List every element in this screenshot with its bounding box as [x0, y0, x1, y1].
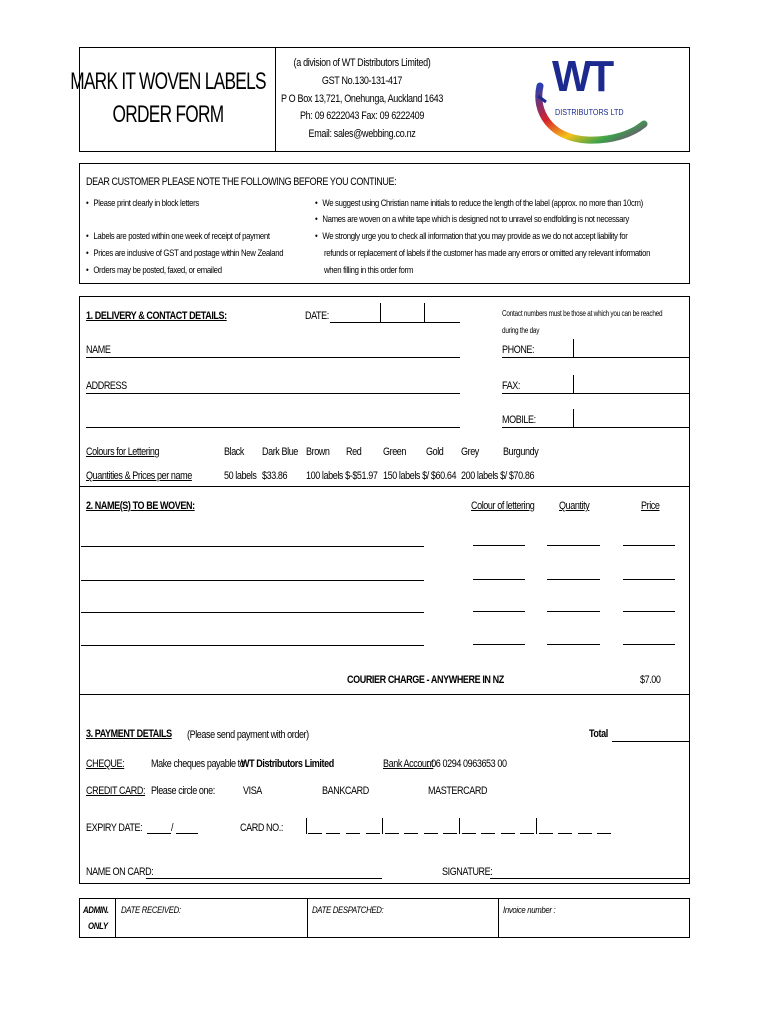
courier-charge-price: $7.00	[640, 674, 661, 686]
colours-label: Colours for Lettering	[86, 446, 160, 458]
price-option: 150 labels $/ $60.64	[383, 470, 457, 482]
notice-item: • Orders may be posted, faxed, or emailed	[86, 265, 222, 276]
colour-field-4[interactable]	[473, 644, 525, 645]
cheque-text: Make cheques payable to	[151, 758, 245, 770]
payment-heading: 3. PAYMENT DETAILS	[86, 728, 172, 740]
name-line-2[interactable]	[81, 580, 424, 581]
expiry-date-label: EXPIRY DATE:	[86, 822, 143, 834]
notice-item: • We strongly urge you to check all information that you may provide as we do not accept liability for	[315, 231, 628, 242]
total-field[interactable]	[612, 741, 689, 742]
circle-one-text: Please circle one:	[151, 785, 215, 797]
notice-item: • Labels are posted within one week of receipt of payment	[86, 231, 270, 242]
logo-subtitle: DISTRIBUTORS LTD	[555, 108, 624, 117]
notice-item: • Names are woven on a white tape which is designed not to unravel so endfolding is not necessary	[315, 214, 629, 225]
delivery-heading: 1. DELIVERY & CONTACT DETAILS:	[86, 310, 227, 322]
section-divider	[79, 694, 690, 695]
card-option-bankcard[interactable]: BANKCARD	[322, 785, 369, 797]
names-heading: 2. NAME(S) TO BE WOVEN:	[86, 500, 195, 512]
notice-item-cont: refunds or replacement of labels if the customer has made any errors or omitted any relevant information	[324, 248, 651, 259]
colour-option: Dark Blue	[262, 446, 298, 458]
bank-account-label: Bank Account	[383, 758, 434, 770]
card-number-label: CARD NO.:	[240, 822, 283, 834]
address-field-2[interactable]	[86, 427, 460, 428]
admin-label: ADMIN.	[83, 905, 109, 916]
price-field-4[interactable]	[623, 644, 675, 645]
notice-item: • We suggest using Christian name initials to reduce the length of the label (approx. no more than 10cm)	[315, 198, 643, 209]
price-option: 200 labels $/ $70.86	[461, 470, 535, 482]
card-number-field[interactable]	[306, 818, 612, 834]
colour-option: Brown	[306, 446, 330, 458]
quantity-field-1[interactable]	[547, 545, 600, 546]
expiry-year-field[interactable]	[176, 833, 198, 834]
notice-item-cont: when filling in this order form	[324, 265, 413, 276]
email-address: Email: sales@webbing.co.nz	[308, 128, 416, 140]
fax-field[interactable]	[502, 393, 690, 394]
name-on-card-label: NAME ON CARD:	[86, 866, 154, 878]
expiry-month-field[interactable]	[147, 833, 171, 834]
card-option-visa[interactable]: VISA	[243, 785, 262, 797]
send-payment-note: (Please send payment with order)	[187, 729, 309, 741]
name-line-1[interactable]	[81, 546, 424, 547]
date-despatched-label: DATE DESPATCHED:	[312, 905, 384, 916]
name-on-card-field[interactable]	[146, 878, 382, 879]
colour-option: Grey	[461, 446, 479, 458]
date-received-label: DATE RECEIVED:	[121, 905, 181, 916]
date-field[interactable]	[330, 322, 460, 323]
signature-field[interactable]	[490, 878, 690, 879]
col-price-header: Price	[641, 500, 660, 512]
quantity-field-3[interactable]	[547, 611, 600, 612]
notice-item: • Please print clearly in block letters	[86, 198, 199, 209]
col-colour-header: Colour of lettering	[471, 500, 535, 512]
gst-number: GST No.130-131-417	[321, 75, 403, 87]
price-option: 50 labels	[224, 470, 257, 482]
admin-label: ONLY	[88, 921, 108, 932]
colour-field-3[interactable]	[473, 611, 525, 612]
colour-field-1[interactable]	[473, 545, 525, 546]
price-option: $33.86	[262, 470, 288, 482]
phone-field[interactable]	[502, 357, 690, 358]
form-title-line2: ORDER FORM	[112, 101, 224, 128]
cheque-payee: WT Distributors Limited	[241, 758, 334, 770]
admin-box	[79, 898, 690, 938]
price-field-1[interactable]	[623, 545, 675, 546]
address-field-1[interactable]	[86, 393, 460, 394]
expiry-slash: /	[171, 822, 174, 834]
name-label: NAME	[86, 344, 111, 356]
mobile-field[interactable]	[502, 427, 690, 428]
phone-label: PHONE:	[502, 344, 535, 356]
price-field-3[interactable]	[623, 611, 675, 612]
colour-option: Black	[224, 446, 245, 458]
signature-label: SIGNATURE:	[442, 866, 493, 878]
name-line-4[interactable]	[81, 645, 424, 646]
notice-item: • Prices are inclusive of GST and postage within New Zealand	[86, 248, 283, 259]
colour-field-2[interactable]	[473, 579, 525, 580]
name-field[interactable]	[86, 357, 460, 358]
col-quantity-header: Quantity	[559, 500, 590, 512]
section-divider	[79, 486, 690, 487]
notice-heading: DEAR CUSTOMER PLEASE NOTE THE FOLLOWING BEFORE YOU CONTINUE:	[86, 176, 397, 188]
quantity-field-4[interactable]	[547, 644, 600, 645]
prices-label: Quantities & Prices per name	[86, 470, 192, 482]
contact-note: during the day	[502, 326, 540, 335]
company-division: (a division of WT Distributors Limited)	[293, 57, 431, 69]
name-line-3[interactable]	[81, 612, 424, 613]
price-field-2[interactable]	[623, 579, 675, 580]
colour-option: Green	[383, 446, 407, 458]
invoice-number-label: Invoice number :	[503, 905, 556, 916]
total-label: Total	[589, 728, 608, 740]
credit-card-label: CREDIT CARD:	[86, 785, 146, 797]
colour-option: Gold	[426, 446, 444, 458]
courier-charge-label: COURIER CHARGE - ANYWHERE IN NZ	[347, 674, 504, 686]
form-title-line1: MARK IT WOVEN LABELS	[70, 68, 266, 95]
po-box: P O Box 13,721, Onehunga, Auckland 1643	[280, 93, 444, 105]
contact-note: Contact numbers must be those at which you can be reached	[502, 309, 663, 318]
mobile-label: MOBILE:	[502, 414, 536, 426]
quantity-field-2[interactable]	[547, 579, 600, 580]
cheque-label: CHEQUE:	[86, 758, 125, 770]
colour-option: Red	[346, 446, 362, 458]
address-label: ADDRESS	[86, 380, 127, 392]
logo-letters: WT	[552, 52, 612, 101]
date-label: DATE:	[305, 310, 329, 322]
card-option-mastercard[interactable]: MASTERCARD	[428, 785, 488, 797]
phone-fax: Ph: 09 6222043 Fax: 09 6222409	[299, 110, 425, 122]
bank-account-number: : 06 0294 0963653 00	[427, 758, 507, 770]
price-option: 100 labels $-$51.97	[306, 470, 378, 482]
fax-label: FAX:	[502, 380, 520, 392]
colour-option: Burgundy	[503, 446, 539, 458]
